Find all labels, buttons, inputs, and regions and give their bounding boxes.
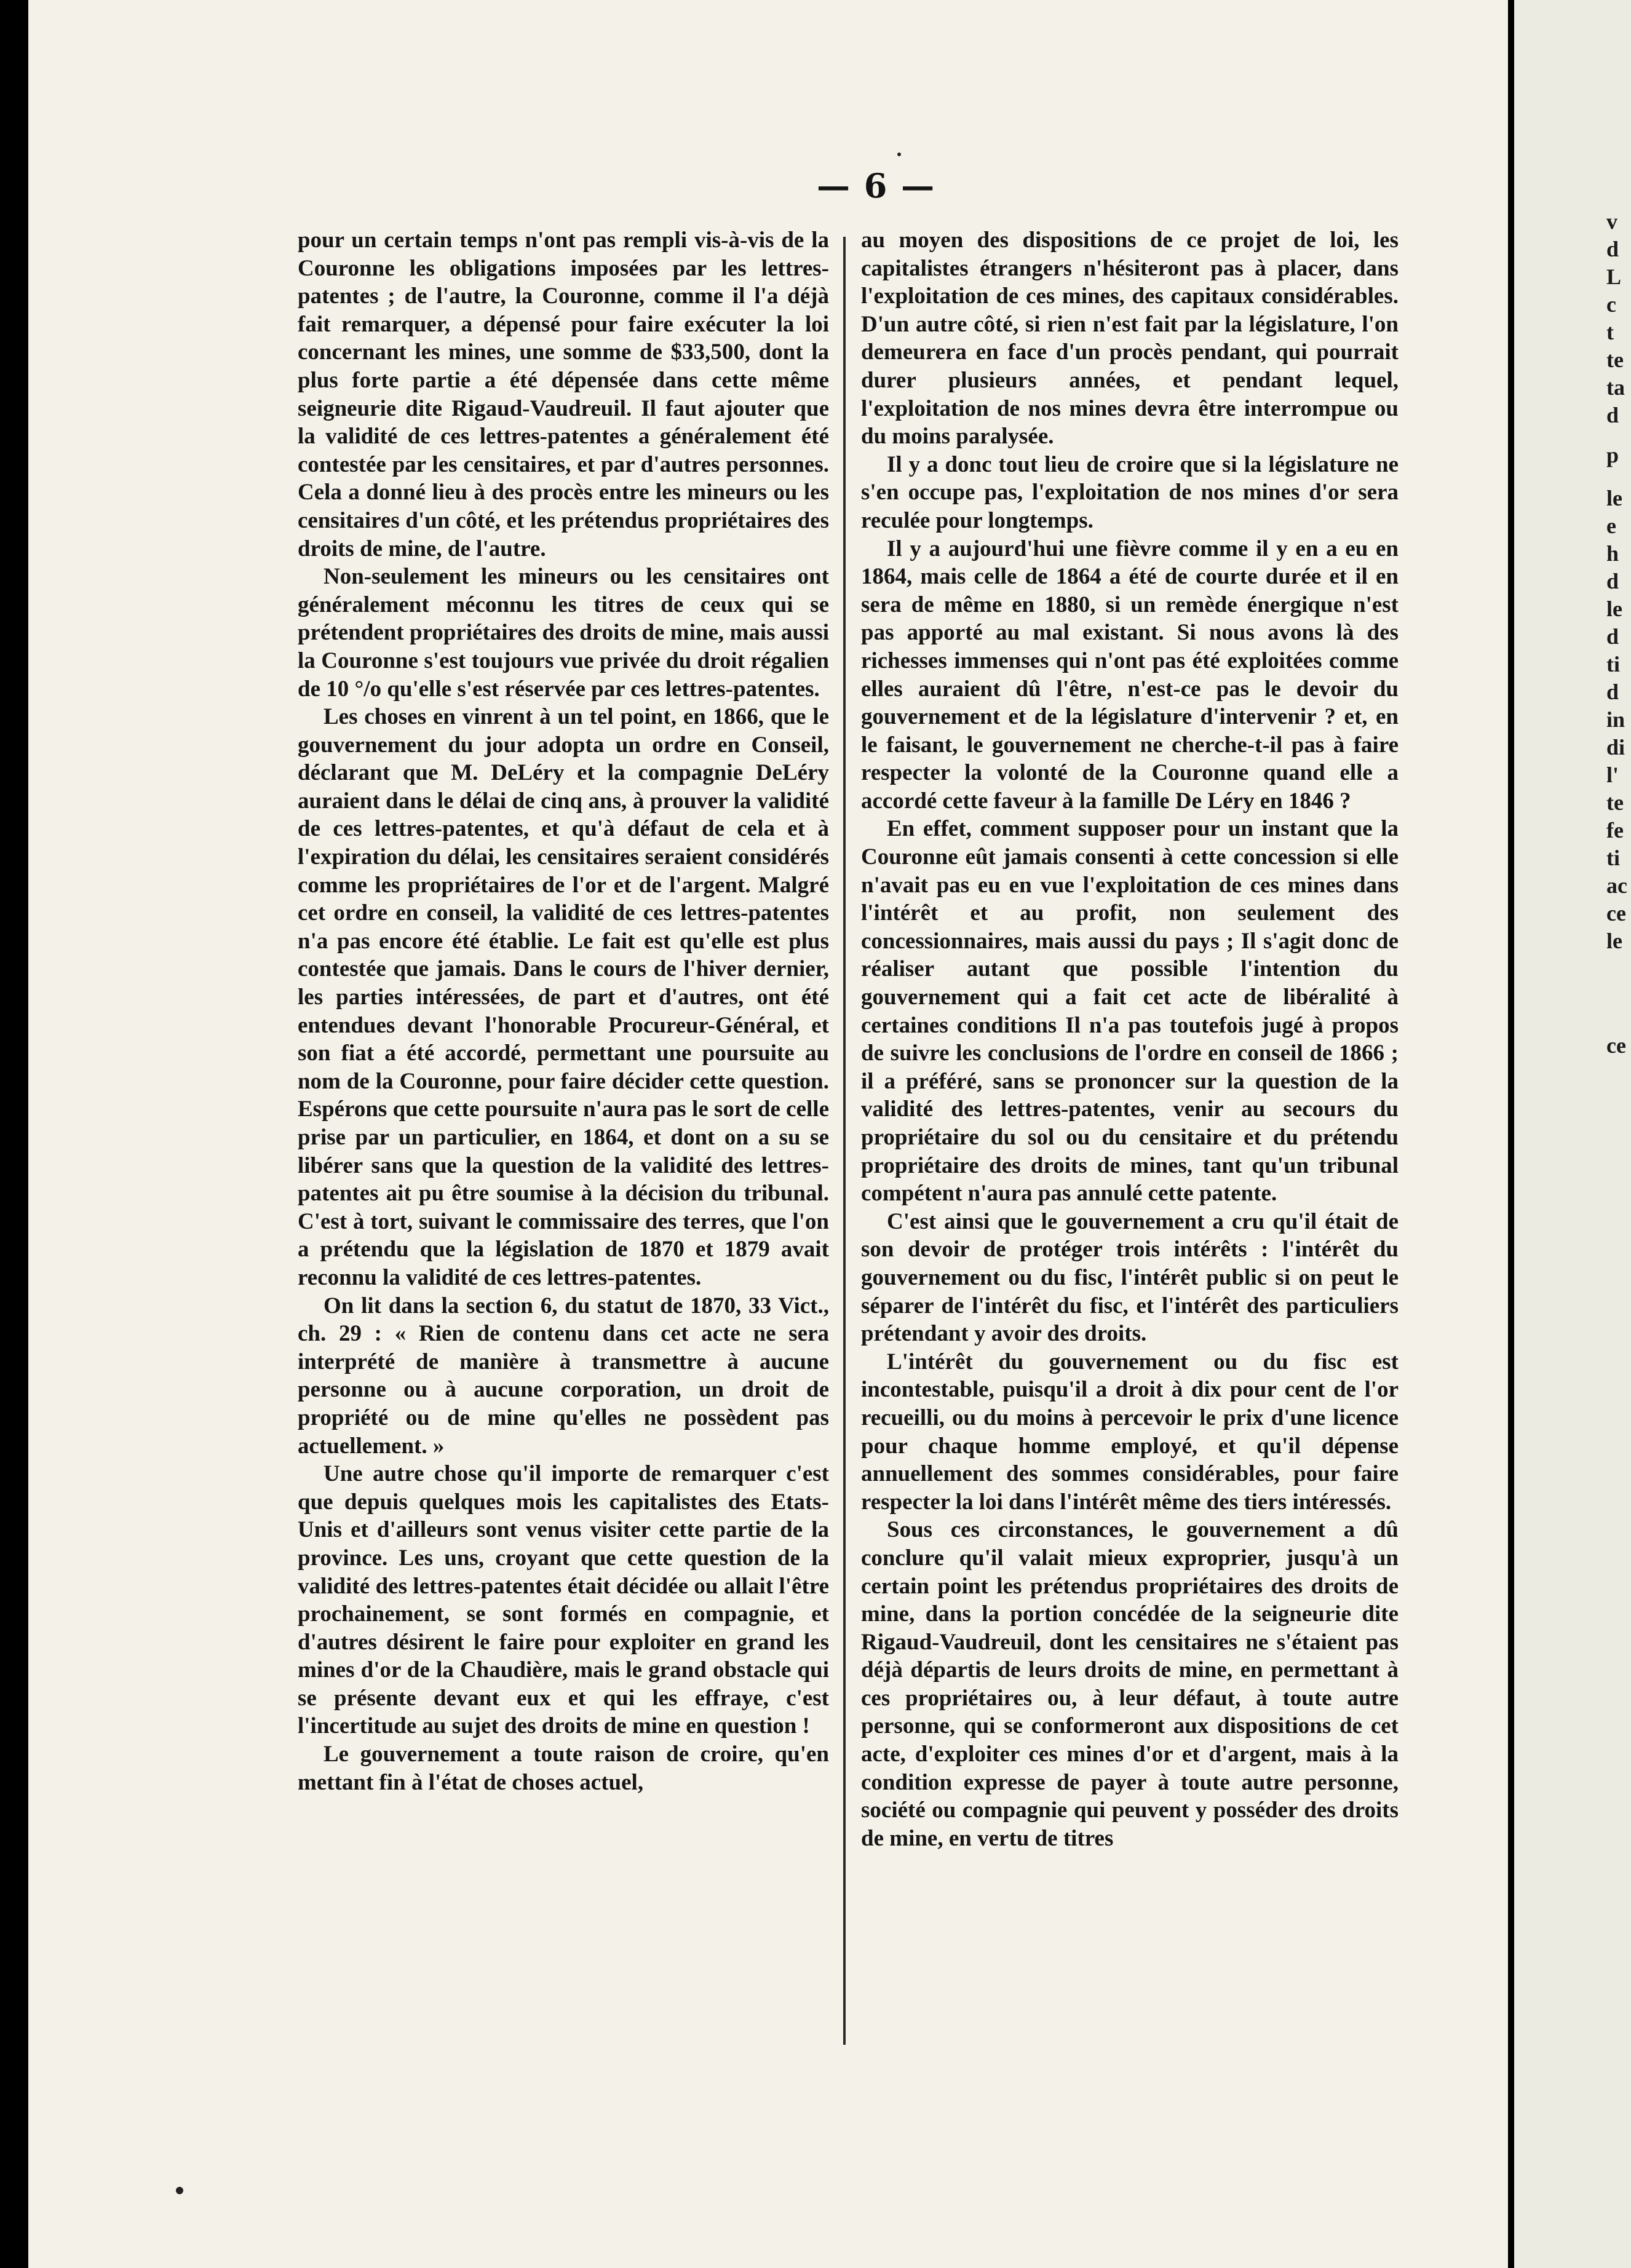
next-page-fragment: ti xyxy=(1606,652,1620,676)
adjacent-page-edge xyxy=(1514,0,1631,2268)
next-page-fragment: ta xyxy=(1606,375,1625,400)
paragraph: C'est ainsi que le gouvernement a cru qu'il était de son devoir de protéger trois intérêts : l'intérêt du gouvernement ou du fisc, l'intérêt public si on peut le séparer de l'intérêt du fisc, et l'intérêt des particuliers prétendant y avoir des droits. xyxy=(861,1208,1399,1347)
column-divider xyxy=(843,237,846,2045)
next-page-fragment: le xyxy=(1606,929,1622,953)
scanned-page xyxy=(28,0,1508,2268)
next-page-fragment: d xyxy=(1606,624,1619,649)
left-column xyxy=(298,226,829,1796)
paragraph: Il y a aujourd'hui une fièvre comme il y en a eu en 1864, mais celle de 1864 a été de courte durée et il en sera de même en 1880, si un remède énergique n'est pas apporté au mal existant. Si nous avons là des richesses immenses qui n'ont pas été exploitées comme elles auraient dû l'être, n'est-ce pas le devoir du gouvernement et de la législature d'intervenir ? et, en le faisant, le gouvernement ne cherche-t-il pas à faire respecter la volonté de la Couronne quand elle a accordé cette faveur à la famille De Léry en 1846 ? xyxy=(861,536,1399,814)
paragraph: Non-seulement les mineurs ou les censitaires ont généralement méconnu les titres de ceux qui se prétendent propriétaires des droits de mine, mais aussi la Couronne s'est toujours vue privée du droit régalien de 10 °/o qu'elle s'est réservée par ces lettres-patentes. xyxy=(298,564,829,702)
page-gutter xyxy=(1508,0,1514,2268)
next-page-fragment: le xyxy=(1606,486,1622,510)
next-page-fragment: te xyxy=(1606,790,1624,815)
next-page-fragment: e xyxy=(1606,513,1616,538)
next-page-fragment: h xyxy=(1606,541,1619,566)
paragraph: En effet, comment supposer pour un instant que la Couronne eût jamais consenti à cette concession si elle n'avait pas eu en vue l'exploitation de ces mines dans l'intérêt et au profit, non seulement des concessionnaires, mais aussi du pays ; Il s'agit donc de réaliser autant que possible l'intention du gouvernement qui a fait cet acte de libéralité à certaines conditions Il n'a pas toutefois jugé à propos de suivre les conclusions de l'ordre en conseil de 1866 ; il a préféré, sans se prononcer sur la question de la validité des lettres-patentes, venir au secours du propriétaire du sol ou du censitaire et du prétendu propriétaire des droits de mines, tant qu'un tribunal compétent n'aura pas annulé cette patente. xyxy=(861,816,1399,1207)
next-page-fragment: d xyxy=(1606,237,1619,261)
paragraph: Sous ces circonstances, le gouvernement a dû conclure qu'il valait mieux exproprier, jusqu'à un certain point les prétendus propriétaires des droits de mine, dans la portion concédée de la seigneurie dite Rigaud-Vaudreuil, dont les censitaires ne s'étaient pas déjà départis de leurs droits de mine, en permettant à ces propriétaires ou, à leur défaut, à toute autre personne, qui se conformeront aux dispositions de cet acte, d'exploiter ces mines d'or et d'argent, mais à la condition expresse de payer à toute autre personne, société ou compagnie qui peuvent y posséder des droits de mine, en vertu de titres xyxy=(861,1517,1399,1851)
next-page-fragment: in xyxy=(1606,707,1625,732)
next-page-fragment: le xyxy=(1606,597,1622,621)
next-page-fragment: t xyxy=(1606,320,1614,344)
paragraph: au moyen des dispositions de ce projet de loi, les capitalistes étrangers n'hésiteront pas à placer, dans l'exploitation de ces mines, des capitaux considérables. D'un autre côté, si rien n'est fait par la législature, l'on demeurera en face d'un procès pendant, qui pourrait durer plusieurs années, et pendant lequel, l'exploitation de nos mines devra être interrompue ou du moins paralysée. xyxy=(861,228,1399,450)
next-page-fragment: d xyxy=(1606,403,1619,427)
paragraph: Le gouvernement a toute raison de croire, qu'en mettant fin à l'état de choses actuel, xyxy=(298,1742,829,1795)
paragraph: On lit dans la section 6, du statut de 1870, 33 Vict., ch. 29 : « Rien de contenu dans cet acte ne sera interprété de manière à transmettre à aucune personne ou à aucune corporation, un droit de propriété ou de mine qu'elles ne possèdent pas actuellement. » xyxy=(298,1293,829,1459)
paragraph: pour un certain temps n'ont pas rempli vis-à-vis de la Couronne les obligations imposées par les lettres-patentes ; de l'autre, la Couronne, comme il l'a déjà fait remarquer, a dépensé pour faire exécuter la loi concernant les mines, une somme de $33,500, dont la plus forte partie a été dépensée dans cette même seigneurie dite Rigaud-Vaudreuil. Il faut ajouter que la validité de ces lettres-patentes a généralement été contestée par les censitaires, et par d'autres personnes. Cela a donné lieu à des procès entre les mineurs ou les censitaires d'un côté, et les prétendus propriétaires des droits de mine, de l'autre. xyxy=(298,228,829,561)
next-page-fragment: d xyxy=(1606,569,1619,593)
next-page-fragment: ce xyxy=(1606,1033,1626,1058)
next-page-fragment: te xyxy=(1606,347,1624,372)
next-page-fragment: c xyxy=(1606,292,1616,317)
page-speck xyxy=(176,2187,183,2194)
paragraph: Il y a donc tout lieu de croire que si la législature ne s'en occupe pas, l'exploitation de nos mines d'or sera reculée pour longtemps. xyxy=(861,451,1399,533)
next-page-fragment: ti xyxy=(1606,846,1620,870)
next-page-fragment: v xyxy=(1606,209,1617,234)
next-page-fragment: l' xyxy=(1606,763,1619,787)
next-page-fragment: di xyxy=(1606,735,1625,759)
next-page-fragment: fe xyxy=(1606,818,1624,843)
next-page-fragment: p xyxy=(1606,443,1619,467)
page-number: — 6 — xyxy=(817,166,936,205)
next-page-fragment: ce xyxy=(1606,901,1626,926)
next-page-fragment: d xyxy=(1606,680,1619,704)
paragraph: L'intérêt du gouvernement ou du fisc est incontestable, puisqu'il a droit à dix pour cent de l'or recueilli, ou du moins à percevoir le prix d'une licence pour chaque homme employé, et qu'il dépense annuellement des sommes considérables, pour faire respecter la loi dans l'intérêt même des tiers intéressés. xyxy=(861,1349,1399,1515)
right-column xyxy=(861,226,1399,1852)
next-page-fragment: L xyxy=(1606,264,1622,289)
page-speck xyxy=(897,153,901,156)
paragraph: Les choses en vinrent à un tel point, en 1866, que le gouvernement du jour adopta un ordre en Conseil, déclarant que M. DeLéry et la compagnie DeLéry auraient dans le délai de cinq ans, à prouver la validité de ces lettres-patentes, et qu'à défaut de cela et à l'expiration du délai, les censitaires seraient considérés comme les propriétaires de l'or et de l'argent. Malgré cet ordre en conseil, la validité de ces lettres-patentes n'a pas encore été établie. Le fait est qu'elle est plus contestée que jamais. Dans le cours de l'hiver dernier, les parties intéressées, de part et d'autres, ont été entendues devant l'honorable Procureur-Général, et son fiat a été accordé, permettant une poursuite au nom de la Couronne, pour faire décider cette question. Espérons que cette poursuite n'aura pas le sort de celle prise par un particulier, en 1864, et dont on a su se libérer sans que la question de la validité des lettres-patentes ait pu être soumise à la décision du tribunal. C'est à tort, suivant le commissaire des terres, que l'on a prétendu que la législation de 1870 et 1879 avait reconnu la validité de ces lettres-patentes. xyxy=(298,704,829,1290)
next-page-fragment: ac xyxy=(1606,873,1627,898)
paragraph: Une autre chose qu'il importe de remarquer c'est que depuis quelques mois les capitalistes des Etats-Unis et d'ailleurs sont venus visiter cette partie de la province. Les uns, croyant que cette question de la validité des lettres-patentes était décidée ou allait l'être prochainement, se sont formés en compagnie, et d'autres désirent le faire pour exploiter en grand les mines d'or de la Chaudière, mais le grand obstacle qui se présente devant eux et qui les effraye, c'est l'incertitude au sujet des droits de mine en question ! xyxy=(298,1461,829,1739)
